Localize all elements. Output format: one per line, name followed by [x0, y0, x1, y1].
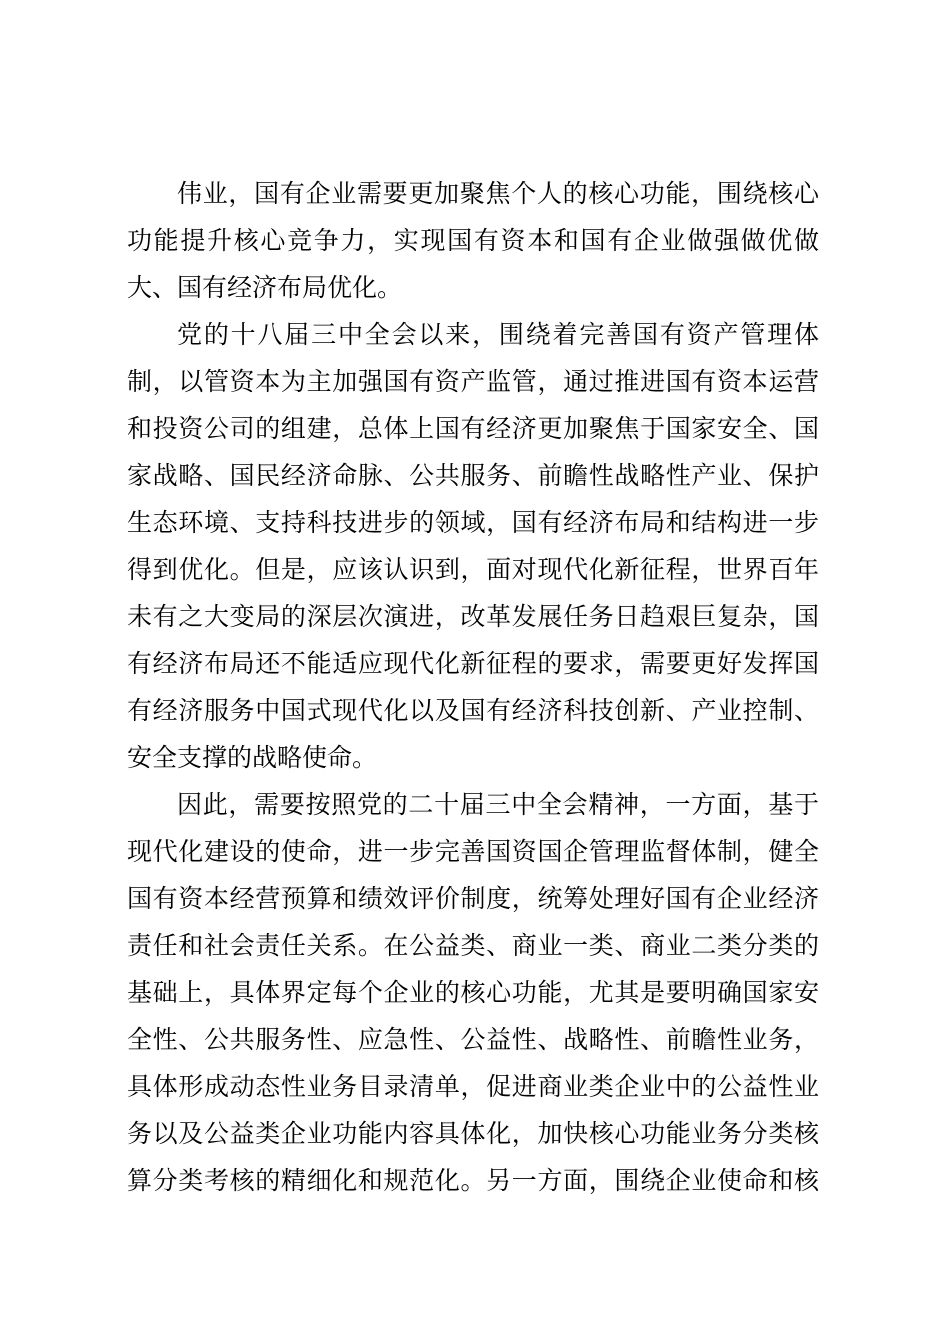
text-line: 安全支撑的战略使命。: [127, 743, 378, 772]
text-line: 功能提升核心竞争力，实现国有资本和国有企业做强做优做: [127, 226, 819, 255]
text-line: 得到优化。但是，应该认识到，面对现代化新征程，世界百年: [127, 555, 819, 584]
text-line: 具体形成动态性业务目录清单，促进商业类企业中的公益性业: [127, 1072, 819, 1101]
text-line: 基础上，具体界定每个企业的核心功能，尤其是要明确国家安: [127, 978, 819, 1007]
text-line: 算分类考核的精细化和规范化。另一方面，围绕企业使命和核: [127, 1166, 819, 1195]
paragraph-1: [127, 170, 819, 311]
text-line: 现代化建设的使命，进一步完善国资国企管理监督体制，健全: [127, 837, 819, 866]
text-line: 责任和社会责任关系。在公益类、商业一类、商业二类分类的: [127, 931, 819, 960]
text-line: 大、国有经济布局优化。: [127, 273, 403, 302]
text-line: 务以及公益类企业功能内容具体化，加快核心功能业务分类核: [127, 1119, 819, 1148]
text-line: 生态环境、支持科技进步的领域，国有经济布局和结构进一步: [127, 508, 819, 537]
paragraph-2: [127, 311, 819, 781]
text-line: 和投资公司的组建，总体上国有经济更加聚焦于国家安全、国: [127, 414, 819, 443]
text-line: 有经济服务中国式现代化以及国有经济科技创新、产业控制、: [127, 696, 819, 725]
text-line: 制，以管资本为主加强国有资产监管，通过推进国有资本运营: [127, 367, 819, 396]
text-line: 国有资本经营预算和绩效评价制度，统筹处理好国有企业经济: [127, 884, 819, 913]
text-line: 全性、公共服务性、应急性、公益性、战略性、前瞻性业务，: [127, 1025, 819, 1054]
text-line: 党的十八届三中全会以来，围绕着完善国有资产管理体: [177, 320, 819, 349]
body-text: [127, 170, 819, 1204]
paragraph-3: [127, 781, 819, 1204]
text-line: 有经济布局还不能适应现代化新征程的要求，需要更好发挥国: [127, 649, 819, 678]
text-line: 因此，需要按照党的二十届三中全会精神，一方面，基于: [177, 790, 819, 819]
text-line: 伟业，国有企业需要更加聚焦个人的核心功能，围绕核心: [177, 179, 819, 208]
text-line: 未有之大变局的深层次演进，改革发展任务日趋艰巨复杂，国: [127, 602, 819, 631]
text-line: 家战略、国民经济命脉、公共服务、前瞻性战略性产业、保护: [127, 461, 819, 490]
